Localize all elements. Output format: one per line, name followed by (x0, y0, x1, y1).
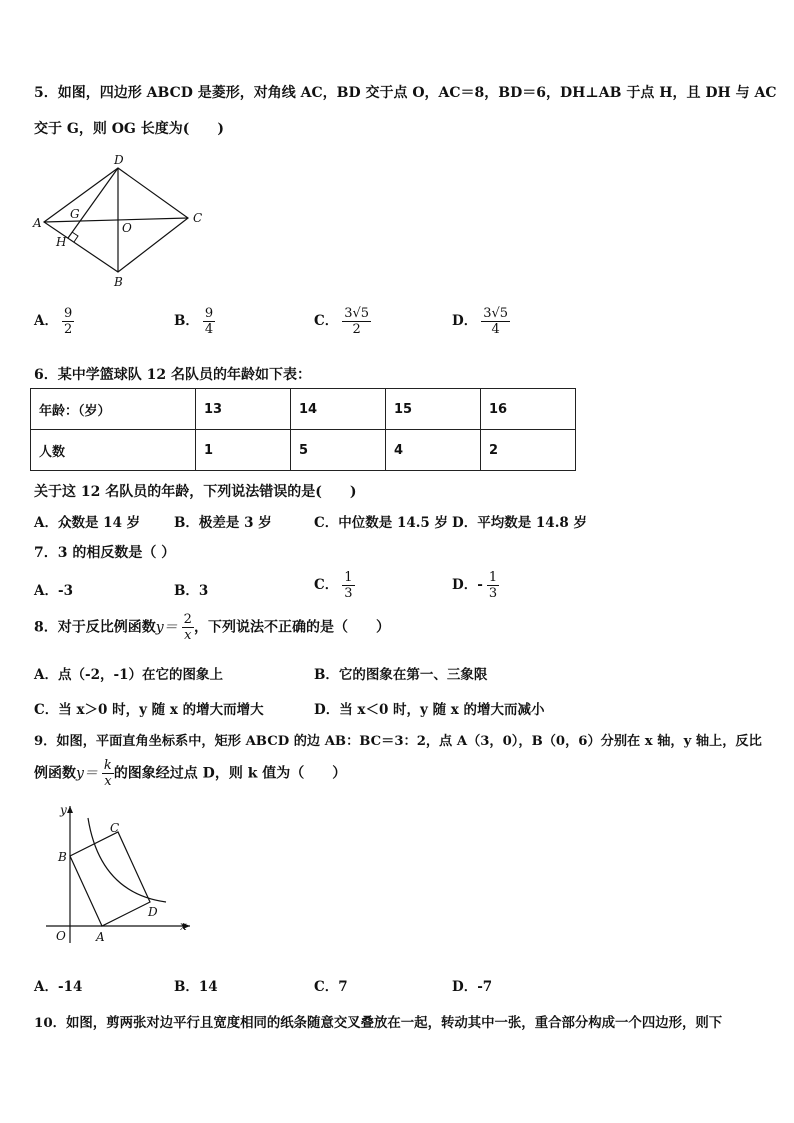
table-cell: 4 (386, 430, 481, 471)
rhombus-figure (30, 150, 210, 290)
label-D: D (114, 153, 124, 167)
q9-option-b[interactable]: B．14 (174, 979, 218, 995)
q5-option-b[interactable]: B． $\frac{9}{4}$ (174, 306, 214, 337)
q5-option-d[interactable]: D． $\frac{3√5}{4}$ (452, 306, 509, 337)
label-C: C (193, 211, 203, 225)
q7-option-b[interactable]: B．3 (174, 583, 209, 599)
q5-stem-line1: 5．如图，四边形 ABCD 是菱形，对角线 AC，BD 交于点 O，AC＝8，BD＝6，DH⊥AB 于点 H，且 DH 与 AC (34, 85, 777, 101)
q8-option-d[interactable]: D．当 x＜0 时，y 随 x 的增大而减小 (314, 702, 545, 718)
table-cell: 年龄：（岁） (31, 389, 196, 430)
table-cell: 16 (481, 389, 576, 430)
q6-option-a[interactable]: A．众数是 14 岁 (34, 515, 141, 531)
q6-option-c[interactable]: C．中位数是 14.5 岁 (314, 515, 449, 531)
label-D: D (148, 905, 158, 919)
table-row (31, 430, 576, 471)
q8-option-c[interactable]: C．当 x＞0 时，y 随 x 的增大而增大 (34, 702, 264, 718)
q7-stem: 7．3 的相反数是（ ） (34, 545, 176, 561)
label-O: O (56, 929, 66, 943)
q8-stem: 8．对于反比例函数y＝ $\frac{2}{x}$ ，下列说法不正确的是（ ） (34, 612, 390, 643)
q7-option-a[interactable]: A．-3 (34, 583, 73, 599)
q7-option-d[interactable]: D．- $\frac{1}{3}$ (452, 570, 498, 601)
label-A: A (33, 216, 42, 230)
table-row (31, 389, 576, 430)
table-cell: 1 (196, 430, 291, 471)
q5-stem-line2: 交于 G，则 OG 长度为( ) (34, 121, 224, 137)
q9-option-d[interactable]: D．-7 (452, 979, 493, 995)
coordinate-figure (40, 798, 200, 948)
label-H: H (56, 235, 67, 249)
q9-stem-line1: 9．如图，平面直角坐标系中，矩形 ABCD 的边 AB：BC＝3：2，点 A（3，0），B（0，6）分别在 x 轴，y 轴上，反比 (34, 734, 762, 749)
table-cell: 15 (386, 389, 481, 430)
q6-option-d[interactable]: D．平均数是 14.8 岁 (452, 515, 587, 531)
q6-option-b[interactable]: B．极差是 3 岁 (174, 515, 272, 531)
label-O: O (122, 221, 132, 235)
label-B: B (114, 275, 123, 289)
q10-stem-line1: 10．如图，剪两张对边平行且宽度相同的纸条随意交叉叠放在一起，转动其中一张，重合部分构成一个四边形，则下 (34, 1015, 723, 1031)
table-cell: 人数 (31, 430, 196, 471)
q7-option-c[interactable]: C． $\frac{1}{3}$ (314, 570, 353, 601)
q6-stem: 6．某中学篮球队 12 名队员的年龄如下表： (34, 367, 311, 383)
q9-option-a[interactable]: A．-14 (34, 979, 83, 995)
label-G: G (70, 207, 80, 221)
label-C: C (110, 821, 120, 835)
q5-option-a[interactable]: A． $\frac{9}{2}$ (34, 306, 73, 337)
q5-option-c[interactable]: C． $\frac{3√5}{2}$ (314, 306, 370, 337)
q9-stem-line2: 例函数y＝ $\frac{k}{x}$ 的图象经过点 D，则 k 值为（ ） (34, 758, 347, 789)
age-table (30, 388, 576, 471)
label-x: x (180, 919, 187, 933)
label-B: B (58, 850, 67, 864)
table-cell: 14 (291, 389, 386, 430)
q9-option-c[interactable]: C．7 (314, 979, 348, 995)
table-cell: 2 (481, 430, 576, 471)
q8-option-b[interactable]: B．它的图象在第一、三象限 (314, 667, 488, 683)
q6-question: 关于这 12 名队员的年龄，下列说法错误的是( ) (34, 484, 357, 500)
table-cell: 13 (196, 389, 291, 430)
label-y: y (60, 803, 67, 817)
label-A: A (96, 930, 105, 944)
table-cell: 5 (291, 430, 386, 471)
q8-option-a[interactable]: A．点（-2，-1）在它的图象上 (34, 667, 223, 683)
